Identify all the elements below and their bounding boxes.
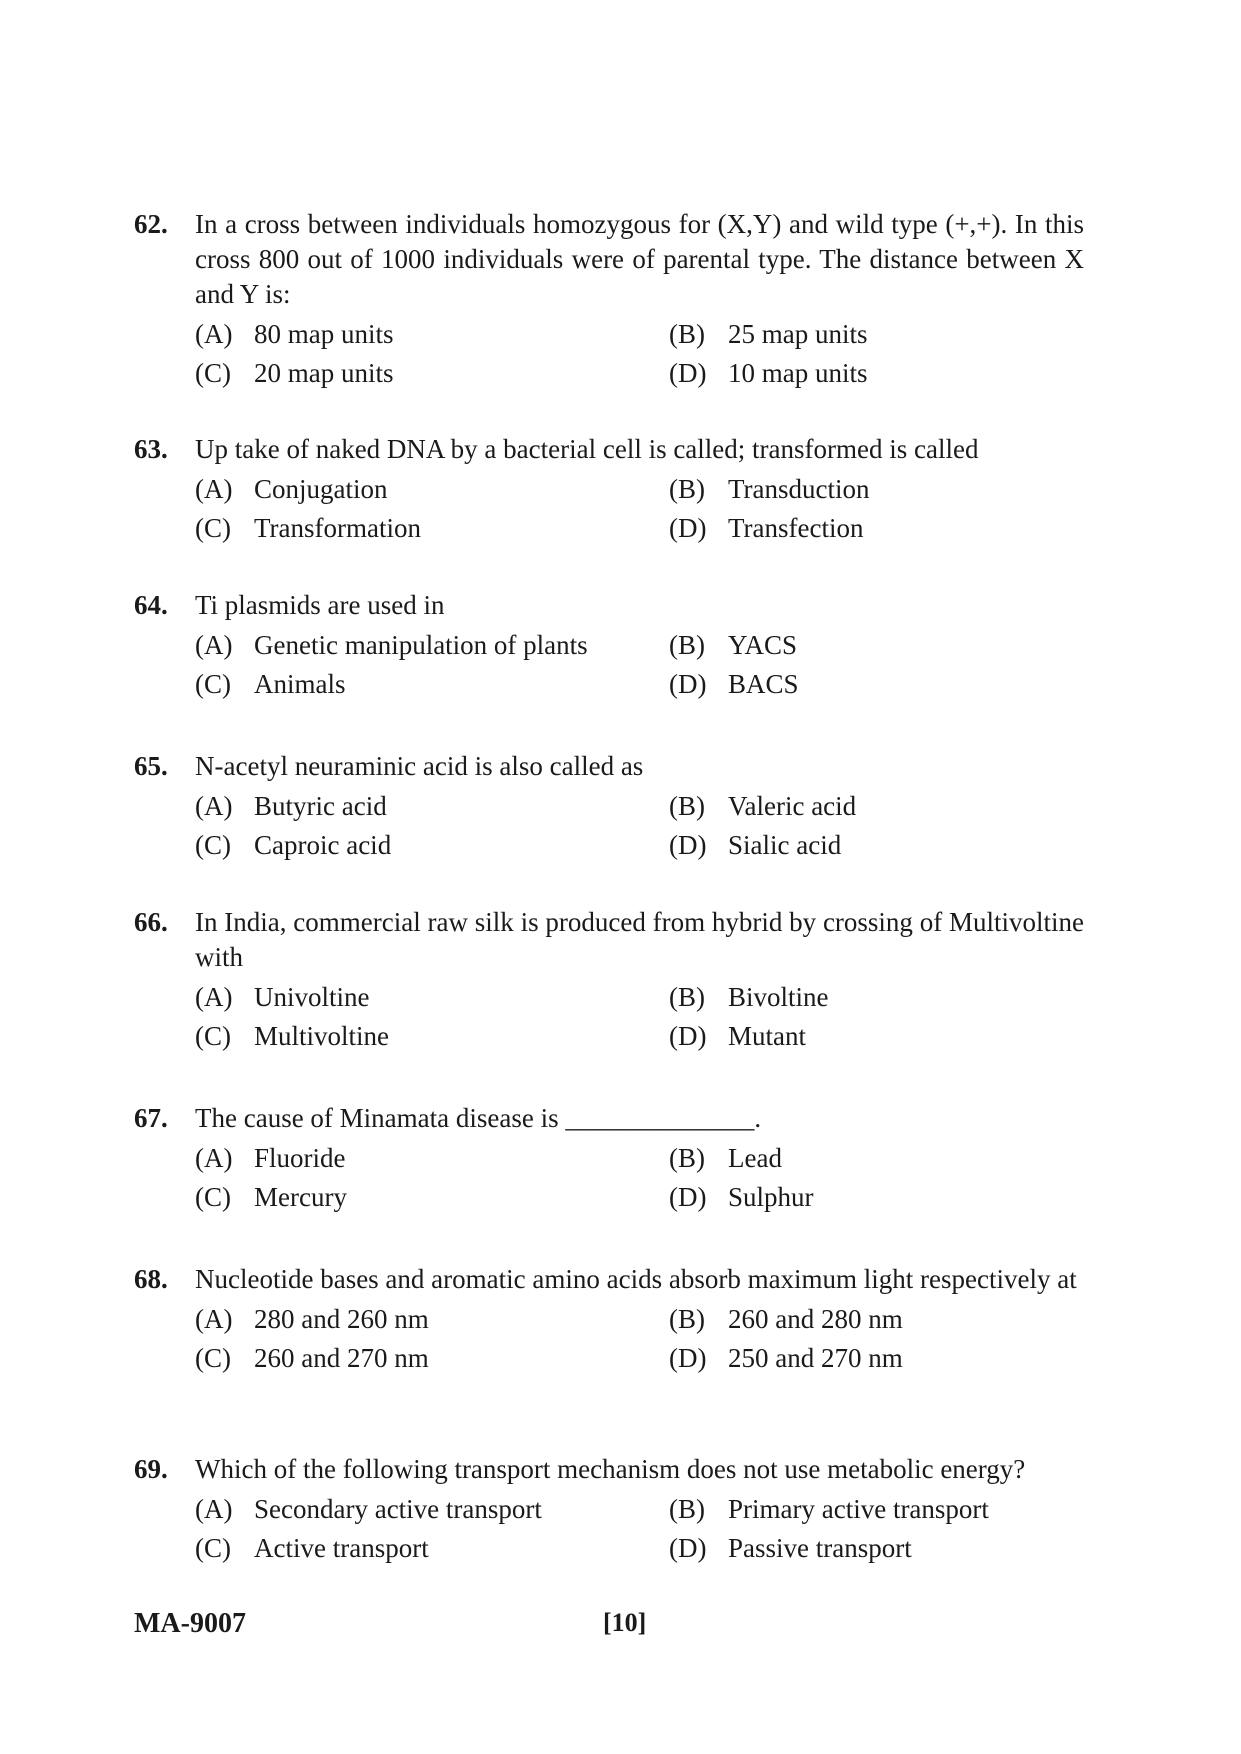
option-c [195, 1017, 389, 1056]
option-text: 10 map units [728, 358, 868, 388]
option-label: (B) [669, 474, 705, 504]
options-block [195, 1139, 1084, 1217]
option-text: Mercury [254, 1182, 347, 1212]
option-text: Genetic manipulation of plants [254, 630, 588, 660]
option-label: (B) [669, 1494, 705, 1524]
option-a [195, 1300, 429, 1339]
question-number: 68. [134, 1264, 168, 1294]
option-label: (A) [195, 1494, 233, 1524]
option-a [195, 787, 387, 826]
option-label: (D) [669, 1533, 707, 1563]
option-c [195, 1529, 429, 1568]
option-label: (D) [669, 669, 707, 699]
option-label: (D) [669, 1343, 707, 1373]
option-text: Secondary active transport [254, 1494, 542, 1524]
question-text: N-acetyl neuraminic acid is also called as [195, 751, 644, 781]
question-64 [134, 588, 1084, 704]
option-label: (D) [669, 1021, 707, 1051]
option-text: Mutant [728, 1021, 806, 1051]
option-c [195, 1339, 429, 1378]
option-text: Lead [728, 1143, 782, 1173]
option-label: (B) [669, 319, 705, 349]
option-text: Fluoride [254, 1143, 346, 1173]
option-text: Transfection [728, 513, 864, 543]
options-block [195, 787, 1084, 865]
option-text: 25 map units [728, 319, 868, 349]
option-text: Passive transport [728, 1533, 912, 1563]
option-text: Conjugation [254, 474, 388, 504]
option-label: (C) [195, 1021, 231, 1051]
option-text: 80 map units [254, 319, 394, 349]
question-68 [134, 1262, 1084, 1378]
option-d [669, 1339, 903, 1378]
option-text: Sialic acid [728, 830, 842, 860]
option-label: (C) [195, 1182, 231, 1212]
option-a [195, 626, 588, 665]
options-block [195, 470, 1084, 548]
option-b [669, 1300, 903, 1339]
option-text: BACS [728, 669, 799, 699]
option-text: Transduction [728, 474, 870, 504]
options-block [195, 1300, 1084, 1378]
question-text: In a cross between individuals homozygous for (X,Y) and wild type (+,+). In this cross 800 out of 1000 individuals were of parental type. The distance between X and Y is: [195, 209, 1084, 309]
option-label: (D) [669, 358, 707, 388]
option-label: (C) [195, 830, 231, 860]
question-text: Up take of naked DNA by a bacterial cell is called; transformed is called [195, 434, 979, 464]
paper-code: MA-9007 [134, 1608, 246, 1639]
option-label: (A) [195, 1143, 233, 1173]
question-text: Ti plasmids are used in [195, 590, 445, 620]
page-number: [10] [603, 1608, 647, 1637]
option-a [195, 978, 370, 1017]
option-label: (C) [195, 358, 231, 388]
option-c [195, 1178, 347, 1217]
option-b [669, 626, 797, 665]
option-label: (D) [669, 830, 707, 860]
option-c [195, 509, 421, 548]
option-c [195, 354, 394, 393]
option-text: Sulphur [728, 1182, 814, 1212]
option-text: Multivoltine [254, 1021, 389, 1051]
option-label: (A) [195, 791, 233, 821]
option-b [669, 470, 870, 509]
option-label: (C) [195, 669, 231, 699]
option-text: 20 map units [254, 358, 394, 388]
option-b [669, 315, 868, 354]
option-label: (C) [195, 1343, 231, 1373]
question-number: 63. [134, 434, 168, 464]
question-66 [134, 905, 1084, 1056]
question-text: The cause of Minamata disease is ______________. [195, 1103, 762, 1133]
option-d [669, 509, 864, 548]
question-67 [134, 1101, 1084, 1217]
option-text: Animals [254, 669, 346, 699]
options-block [195, 626, 1084, 704]
option-d [669, 665, 799, 704]
option-text: Caproic acid [254, 830, 392, 860]
option-label: (A) [195, 630, 233, 660]
options-block [195, 1490, 1084, 1568]
option-c [195, 826, 391, 865]
option-d [669, 1529, 912, 1568]
question-text: In India, commercial raw silk is produced from hybrid by crossing of Multivoltine with [195, 907, 1084, 972]
option-d [669, 1178, 814, 1217]
option-b [669, 787, 856, 826]
option-a [195, 1490, 542, 1529]
option-text: Valeric acid [728, 791, 857, 821]
option-text: Butyric acid [254, 791, 387, 821]
question-number: 69. [134, 1454, 168, 1484]
question-number: 62. [134, 209, 168, 239]
option-text: Univoltine [254, 982, 370, 1012]
option-text: Bivoltine [728, 982, 829, 1012]
option-c [195, 665, 346, 704]
option-label: (A) [195, 474, 233, 504]
question-number: 66. [134, 907, 168, 937]
option-label: (B) [669, 630, 705, 660]
option-label: (A) [195, 319, 233, 349]
options-block [195, 315, 1084, 393]
option-label: (B) [669, 1304, 705, 1334]
option-text: 260 and 270 nm [254, 1343, 429, 1373]
question-65 [134, 749, 1084, 865]
option-b [669, 1139, 782, 1178]
option-label: (A) [195, 982, 233, 1012]
question-number: 67. [134, 1103, 168, 1133]
option-label: (D) [669, 1182, 707, 1212]
option-a [195, 470, 388, 509]
option-b [669, 1490, 989, 1529]
option-label: (B) [669, 982, 705, 1012]
option-text: Active transport [254, 1533, 429, 1563]
option-text: 250 and 270 nm [728, 1343, 903, 1373]
option-d [669, 1017, 806, 1056]
option-text: Primary active transport [728, 1494, 989, 1524]
question-text: Nucleotide bases and aromatic amino acids absorb maximum light respectively at [195, 1264, 1077, 1294]
question-63 [134, 432, 1084, 548]
option-text: 260 and 280 nm [728, 1304, 903, 1334]
option-text: Transformation [254, 513, 421, 543]
option-label: (A) [195, 1304, 233, 1334]
question-69 [134, 1452, 1084, 1568]
option-d [669, 354, 868, 393]
option-d [669, 826, 841, 865]
option-label: (B) [669, 1143, 705, 1173]
option-label: (D) [669, 513, 707, 543]
question-number: 65. [134, 751, 168, 781]
option-label: (C) [195, 513, 231, 543]
option-label: (C) [195, 1533, 231, 1563]
option-a [195, 315, 394, 354]
question-number: 64. [134, 590, 168, 620]
question-text: Which of the following transport mechanism does not use metabolic energy? [195, 1454, 1026, 1484]
option-label: (B) [669, 791, 705, 821]
option-text: 280 and 260 nm [254, 1304, 429, 1334]
option-a [195, 1139, 346, 1178]
option-b [669, 978, 829, 1017]
option-text: YACS [728, 630, 798, 660]
options-block [195, 978, 1084, 1056]
question-62 [134, 207, 1084, 393]
